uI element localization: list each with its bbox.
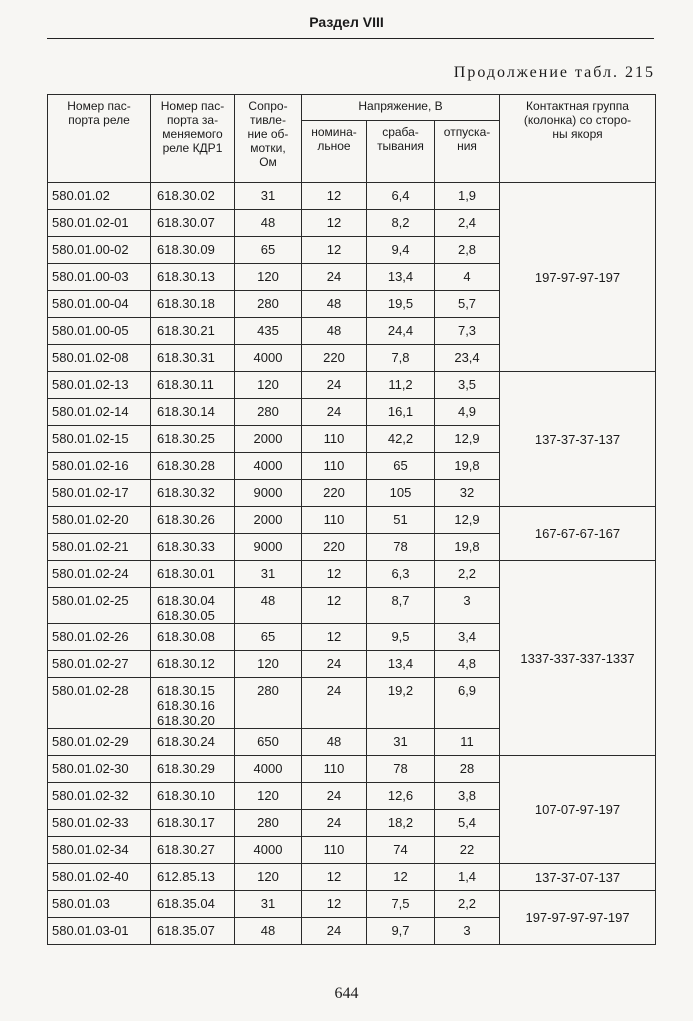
- cell-passport: 580.01.00-02: [48, 237, 151, 264]
- cell-nominal: 12: [302, 237, 367, 264]
- cell-release: 3,5: [435, 372, 500, 399]
- page-number: 644: [334, 985, 359, 1002]
- cell-replaced: 618.30.24: [151, 729, 235, 756]
- cell-replaced-line: 618.30.05: [157, 608, 215, 623]
- cell-nominal: 220: [302, 480, 367, 507]
- cell-nominal: 24: [302, 372, 367, 399]
- cell-replaced: 618.30.25: [151, 426, 235, 453]
- cell-replaced: 618.30.07: [151, 210, 235, 237]
- cell-release: 5,7: [435, 291, 500, 318]
- cell-replaced: 618.30.17: [151, 810, 235, 837]
- cell-nominal: 12: [302, 210, 367, 237]
- cell-release: 12,9: [435, 426, 500, 453]
- cell-pickup: 78: [367, 534, 435, 561]
- cell-resistance: 65: [235, 624, 302, 651]
- cell-nominal: 24: [302, 678, 367, 729]
- cell-release: 1,9: [435, 183, 500, 210]
- cell-resistance: 4000: [235, 453, 302, 480]
- cell-pickup: 51: [367, 507, 435, 534]
- cell-pickup: 19,2: [367, 678, 435, 729]
- cell-resistance: 280: [235, 399, 302, 426]
- cell-resistance: 4000: [235, 345, 302, 372]
- cell-passport: 580.01.03-01: [48, 918, 151, 945]
- cell-nominal: 220: [302, 345, 367, 372]
- cell-release: 4,9: [435, 399, 500, 426]
- cell-pickup: 24,4: [367, 318, 435, 345]
- table-row: [48, 756, 656, 783]
- cell-nominal: 12: [302, 183, 367, 210]
- header-replaced-passport: Номер пас- порта за- меняемого реле КДР1: [151, 95, 235, 183]
- cell-nominal: 110: [302, 453, 367, 480]
- cell-resistance: 31: [235, 561, 302, 588]
- relay-table: [47, 94, 656, 945]
- cell-nominal: 24: [302, 264, 367, 291]
- cell-passport: 580.01.02-33: [48, 810, 151, 837]
- cell-release: 28: [435, 756, 500, 783]
- top-rule: [47, 38, 654, 39]
- cell-replaced: 618.30.21: [151, 318, 235, 345]
- header-contact-group: Контактная группа (колонка) со сторо- ны якоря: [500, 95, 656, 183]
- cell-replaced: 618.30.11: [151, 372, 235, 399]
- cell-pickup: 6,4: [367, 183, 435, 210]
- cell-nominal: 24: [302, 918, 367, 945]
- cell-pickup: 11,2: [367, 372, 435, 399]
- cell-pickup: 31: [367, 729, 435, 756]
- table-row: [48, 891, 656, 918]
- cell-release: 3,8: [435, 783, 500, 810]
- cell-resistance: 120: [235, 864, 302, 891]
- cell-resistance: 9000: [235, 534, 302, 561]
- cell-nominal: 48: [302, 291, 367, 318]
- cell-replaced: 618.30.09: [151, 237, 235, 264]
- cell-resistance: 120: [235, 783, 302, 810]
- cell-nominal: 24: [302, 810, 367, 837]
- table-row: [48, 183, 656, 210]
- cell-nominal: 12: [302, 624, 367, 651]
- cell-pickup: 13,4: [367, 264, 435, 291]
- cell-replaced: 618.30.29: [151, 756, 235, 783]
- cell-release: 12,9: [435, 507, 500, 534]
- cell-pickup: 12: [367, 864, 435, 891]
- cell-nominal: 12: [302, 561, 367, 588]
- cell-resistance: 31: [235, 183, 302, 210]
- cell-resistance: 9000: [235, 480, 302, 507]
- cell-nominal: 12: [302, 891, 367, 918]
- cell-release: 11: [435, 729, 500, 756]
- cell-nominal: 220: [302, 534, 367, 561]
- cell-resistance: 120: [235, 264, 302, 291]
- cell-resistance: 48: [235, 918, 302, 945]
- cell-passport: 580.01.00-04: [48, 291, 151, 318]
- cell-passport: 580.01.02: [48, 183, 151, 210]
- cell-replaced: [151, 588, 235, 624]
- cell-nominal: 12: [302, 588, 367, 624]
- cell-release: 3: [435, 588, 500, 624]
- cell-nominal: 110: [302, 756, 367, 783]
- cell-replaced: 618.30.02: [151, 183, 235, 210]
- cell-nominal: 48: [302, 729, 367, 756]
- cell-replaced-line: 618.30.15: [157, 683, 215, 698]
- cell-passport: 580.01.02-30: [48, 756, 151, 783]
- cell-contact-group: 137-37-07-137: [500, 864, 656, 891]
- cell-replaced: [151, 678, 235, 729]
- cell-replaced: 618.35.07: [151, 918, 235, 945]
- cell-pickup: 8,7: [367, 588, 435, 624]
- cell-release: 2,2: [435, 561, 500, 588]
- cell-replaced: 618.30.08: [151, 624, 235, 651]
- cell-resistance: 280: [235, 810, 302, 837]
- cell-replaced: 618.30.33: [151, 534, 235, 561]
- cell-resistance: 120: [235, 651, 302, 678]
- cell-pickup: 9,7: [367, 918, 435, 945]
- cell-release: 4: [435, 264, 500, 291]
- cell-resistance: 280: [235, 291, 302, 318]
- cell-pickup: 6,3: [367, 561, 435, 588]
- cell-release: 19,8: [435, 453, 500, 480]
- cell-resistance: 48: [235, 588, 302, 624]
- cell-release: 7,3: [435, 318, 500, 345]
- cell-release: 2,8: [435, 237, 500, 264]
- cell-contact-group: 197-97-97-97-197: [500, 891, 656, 945]
- cell-pickup: 42,2: [367, 426, 435, 453]
- cell-resistance: 2000: [235, 507, 302, 534]
- cell-resistance: 650: [235, 729, 302, 756]
- cell-release: 19,8: [435, 534, 500, 561]
- cell-passport: 580.01.02-40: [48, 864, 151, 891]
- cell-resistance: 4000: [235, 837, 302, 864]
- section-title: Раздел VIII: [309, 14, 384, 30]
- cell-pickup: 18,2: [367, 810, 435, 837]
- cell-pickup: 13,4: [367, 651, 435, 678]
- cell-pickup: 9,4: [367, 237, 435, 264]
- table-continuation-label: Продолжение табл. 215: [453, 64, 655, 81]
- cell-resistance: 2000: [235, 426, 302, 453]
- cell-passport: 580.01.03: [48, 891, 151, 918]
- cell-replaced: 618.30.32: [151, 480, 235, 507]
- cell-release: 6,9: [435, 678, 500, 729]
- header-voltage-nominal: номина- льное: [302, 121, 367, 183]
- cell-nominal: 110: [302, 837, 367, 864]
- cell-release: 3,4: [435, 624, 500, 651]
- cell-replaced: 618.30.01: [151, 561, 235, 588]
- cell-contact-group: 197-97-97-197: [500, 183, 656, 372]
- cell-contact-group: 137-37-37-137: [500, 372, 656, 507]
- cell-passport: 580.01.02-24: [48, 561, 151, 588]
- cell-nominal: 24: [302, 783, 367, 810]
- cell-resistance: 120: [235, 372, 302, 399]
- cell-replaced: 618.30.18: [151, 291, 235, 318]
- cell-release: 1,4: [435, 864, 500, 891]
- cell-passport: 580.01.02-27: [48, 651, 151, 678]
- cell-resistance: 4000: [235, 756, 302, 783]
- table-body: [48, 183, 656, 945]
- cell-passport: 580.01.02-28: [48, 678, 151, 729]
- cell-replaced: 618.35.04: [151, 891, 235, 918]
- cell-replaced: 618.30.13: [151, 264, 235, 291]
- cell-replaced: 618.30.31: [151, 345, 235, 372]
- cell-resistance: 435: [235, 318, 302, 345]
- cell-pickup: 8,2: [367, 210, 435, 237]
- cell-contact-group: 1337-337-337-1337: [500, 561, 656, 756]
- header-voltage: Напряжение, В: [302, 95, 500, 121]
- cell-passport: 580.01.02-13: [48, 372, 151, 399]
- cell-passport: 580.01.02-01: [48, 210, 151, 237]
- cell-pickup: 7,8: [367, 345, 435, 372]
- cell-nominal: 12: [302, 864, 367, 891]
- cell-pickup: 78: [367, 756, 435, 783]
- cell-passport: 580.01.02-34: [48, 837, 151, 864]
- table-row: [48, 372, 656, 399]
- cell-contact-group: 167-67-67-167: [500, 507, 656, 561]
- table-row: [48, 864, 656, 891]
- cell-replaced: 618.30.26: [151, 507, 235, 534]
- cell-pickup: 19,5: [367, 291, 435, 318]
- cell-resistance: 31: [235, 891, 302, 918]
- header-voltage-release: отпуска- ния: [435, 121, 500, 183]
- cell-replaced: 618.30.28: [151, 453, 235, 480]
- cell-passport: 580.01.02-16: [48, 453, 151, 480]
- cell-release: 5,4: [435, 810, 500, 837]
- cell-passport: 580.01.02-14: [48, 399, 151, 426]
- header-resistance: Сопро- тивле- ние об- мотки, Ом: [235, 95, 302, 183]
- cell-pickup: 74: [367, 837, 435, 864]
- cell-passport: 580.01.02-17: [48, 480, 151, 507]
- cell-passport: 580.01.02-21: [48, 534, 151, 561]
- table-header: [48, 95, 656, 183]
- cell-replaced: 618.30.27: [151, 837, 235, 864]
- cell-pickup: 16,1: [367, 399, 435, 426]
- cell-replaced-line: 618.30.20: [157, 713, 215, 728]
- cell-nominal: 48: [302, 318, 367, 345]
- cell-release: 4,8: [435, 651, 500, 678]
- cell-pickup: 12,6: [367, 783, 435, 810]
- cell-release: 2,2: [435, 891, 500, 918]
- cell-contact-group: 107-07-97-197: [500, 756, 656, 864]
- cell-resistance: 280: [235, 678, 302, 729]
- cell-release: 22: [435, 837, 500, 864]
- cell-release: 23,4: [435, 345, 500, 372]
- cell-passport: 580.01.02-29: [48, 729, 151, 756]
- cell-replaced: 618.30.14: [151, 399, 235, 426]
- cell-resistance: 65: [235, 237, 302, 264]
- cell-release: 3: [435, 918, 500, 945]
- cell-passport: 580.01.02-25: [48, 588, 151, 624]
- cell-passport: 580.01.00-03: [48, 264, 151, 291]
- cell-pickup: 65: [367, 453, 435, 480]
- cell-passport: 580.01.00-05: [48, 318, 151, 345]
- cell-pickup: 105: [367, 480, 435, 507]
- cell-passport: 580.01.02-26: [48, 624, 151, 651]
- cell-release: 2,4: [435, 210, 500, 237]
- table-row: [48, 561, 656, 588]
- cell-nominal: 110: [302, 507, 367, 534]
- table-row: [48, 507, 656, 534]
- cell-passport: 580.01.02-15: [48, 426, 151, 453]
- cell-nominal: 24: [302, 399, 367, 426]
- cell-pickup: 9,5: [367, 624, 435, 651]
- cell-replaced: 618.30.10: [151, 783, 235, 810]
- cell-passport: 580.01.02-20: [48, 507, 151, 534]
- cell-release: 32: [435, 480, 500, 507]
- cell-passport: 580.01.02-08: [48, 345, 151, 372]
- cell-replaced: 618.30.12: [151, 651, 235, 678]
- cell-nominal: 24: [302, 651, 367, 678]
- header-voltage-pickup: сраба- тывания: [367, 121, 435, 183]
- cell-replaced-line: 618.30.16: [157, 698, 215, 713]
- cell-replaced: 612.85.13: [151, 864, 235, 891]
- cell-pickup: 7,5: [367, 891, 435, 918]
- cell-passport: 580.01.02-32: [48, 783, 151, 810]
- cell-resistance: 48: [235, 210, 302, 237]
- cell-replaced-line: 618.30.04: [157, 593, 215, 608]
- cell-nominal: 110: [302, 426, 367, 453]
- header-passport: Номер пас- порта реле: [48, 95, 151, 183]
